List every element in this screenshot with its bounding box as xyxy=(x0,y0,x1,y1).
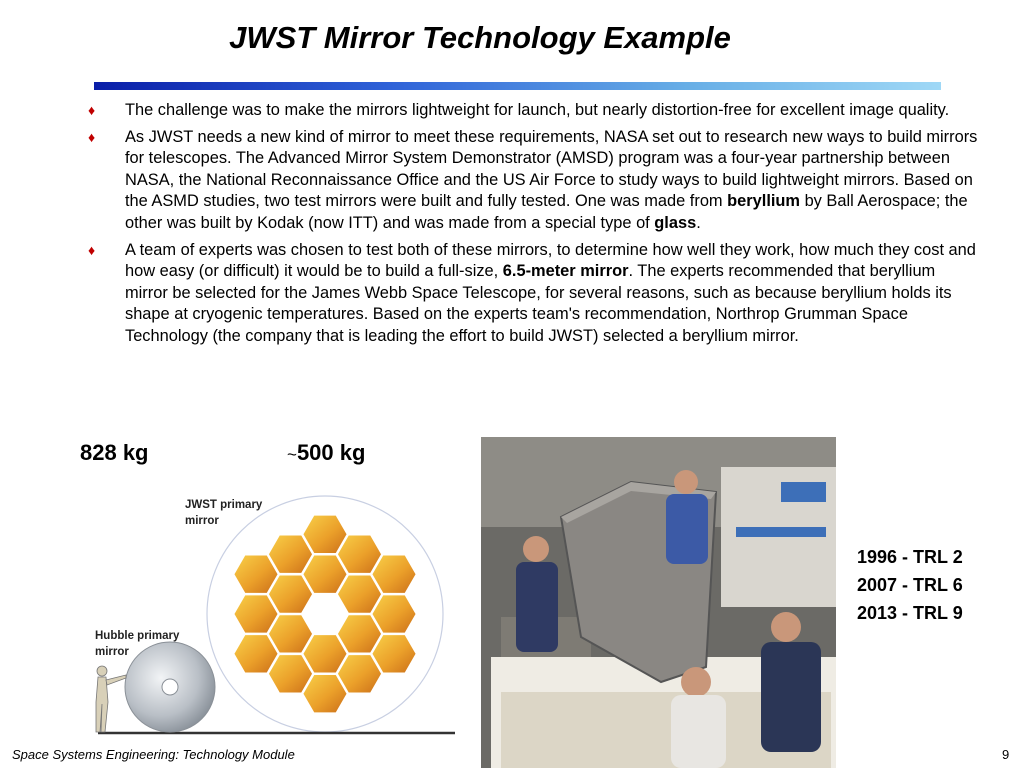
bullet-bold-text: beryllium xyxy=(727,192,801,211)
bullet-item xyxy=(88,127,978,235)
jwst-mirror-mass xyxy=(287,440,365,466)
diamond-bullet-icon: ♦ xyxy=(88,241,96,258)
bullet-bold-text: 6.5-meter mirror xyxy=(502,262,629,281)
bullet-text: A team of experts was chosen to test both of these mirrors, to determine how well they work, how much they cost and how easy (or difficult) it would be to build a full-size, xyxy=(125,240,976,281)
bullet-text: by Ball Aerospace; the other was built by Kodak (now ITT) and was made from a special type of xyxy=(125,192,968,232)
jwst-mirror-mass-value: 500 kg xyxy=(296,440,366,465)
approx-symbol: ~ xyxy=(287,445,297,464)
bullet-item xyxy=(88,240,978,348)
title-underline-bar xyxy=(94,82,941,90)
hubble-label-line1: Hubble primary xyxy=(95,630,180,642)
bullet-list xyxy=(88,100,978,353)
bullet-bold-text: glass xyxy=(654,213,697,232)
bullet-text: As JWST needs a new kind of mirror to meet these requirements, NASA set out to research new ways to build mirrors for telescopes. The Advanced Mirror System Demonstrator (AMSD) program was a four-year partnership between NASA, the National Reconnaissance Office and the US Air Force to study ways to build lightweight mirrors. Based on the ASMD studies, two test mirrors were built and fully tested. One was made from xyxy=(125,127,978,211)
human-scale-figure xyxy=(96,666,126,732)
diamond-bullet-icon: ♦ xyxy=(88,128,96,145)
mirror-comparison-diagram xyxy=(80,488,460,740)
hubble-label-line2: mirror xyxy=(95,646,129,658)
trl-milestones xyxy=(857,543,963,627)
trl-milestone-item: 2013 - TRL 9 xyxy=(857,603,963,623)
bullet-text: The challenge was to make the mirrors lightweight for launch, but nearly distortion-free for excellent image quality. xyxy=(125,101,950,119)
trl-milestone-item: 2007 - TRL 6 xyxy=(857,575,963,595)
hubble-mirror-mass: 828 kg xyxy=(80,440,149,465)
bullet-text: . xyxy=(696,213,701,232)
slide-title: JWST Mirror Technology Example xyxy=(229,20,731,55)
diamond-bullet-icon: ♦ xyxy=(88,102,96,118)
mirror-handling-photo xyxy=(481,437,836,768)
hubble-mirror-hole xyxy=(162,679,178,695)
bullet-text: . The experts recommended that beryllium mirror be selected for the James Webb Space Telescope, for several reasons, such as because beryllium holds its shape at cryogenic temperatures. Based on the experts team's recommendation, Northrop Grumman Space Technology (the company that is leading the effort to build JWST) selected a beryllium mirror. xyxy=(125,262,952,345)
slide-footer: Space Systems Engineering: Technology Module xyxy=(12,747,295,762)
jwst-label-line2: mirror xyxy=(185,515,219,527)
bullet-item xyxy=(88,100,978,122)
jwst-label-line1: JWST primary xyxy=(185,499,263,511)
trl-milestone-item: 1996 - TRL 2 xyxy=(857,547,963,567)
page-number: 9 xyxy=(1002,747,1010,762)
